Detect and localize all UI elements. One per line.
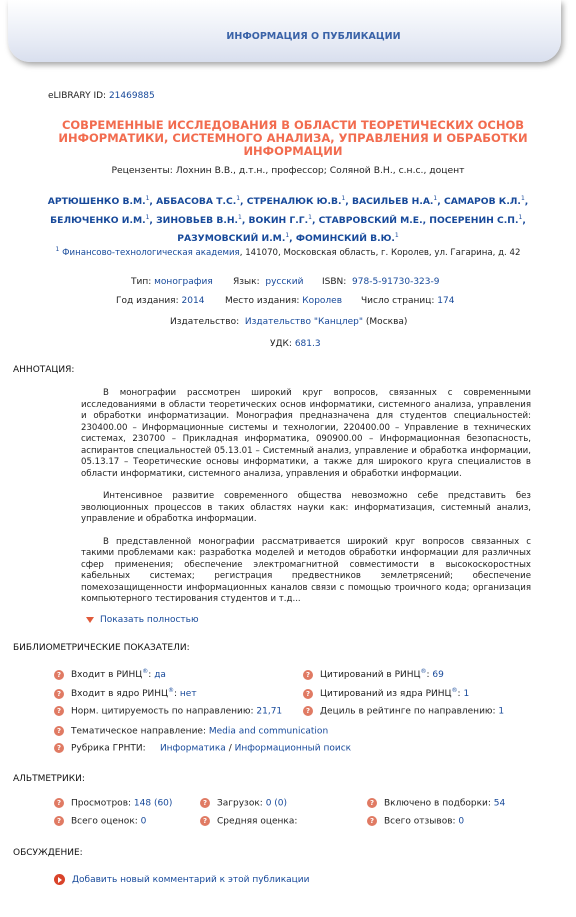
help-icon[interactable]: ? [54,706,64,716]
year-field: Год издания: 2014 [116,296,205,306]
show-full-link[interactable]: Показать полностью [86,615,199,625]
elibrary-id: eLIBRARY ID: 21469885 [48,91,155,101]
authors-list: АРТЮШЕНКО В.М.$^1$, АББАСОВА Т.С.$^1$, СТРЕНАЛЮК Ю.В.$^1$, ВАСИЛЬЕВ Н.А.$^1$, САМАРОВ К.Л.$^1$, БЕЛЮЧЕНКО И.М.$^1$, ЗИНОВЬЕВ В.Н.$^1$, ВОКИН Г.Г.$^1$, СТАВРОВСКИЙ М.Е., ПОСЕРЕНИН С.П.$^1$, РАЗУМОВСКИЙ И.М.$^1$, ФОМИНСКИЙ В.Ю.$^1$ [47,195,529,245]
grnti-indicator: ? Рубрика ГРНТИ: Информатика / Информационный поиск [54,743,351,754]
author-link[interactable]: СТРЕНАЛЮК Ю.В. [246,196,342,208]
isbn-field: ISBN: 978-5-91730-323-9 [322,277,440,287]
grnti-link[interactable]: Информатика [159,743,226,754]
type-field: Тип: монография [131,277,213,287]
place-field: Место издания: Королев [225,296,343,306]
author-link[interactable]: СТАВРОВСКИЙ М.Е. [318,214,423,226]
citations-indicator: ? Цитирований в РИНЦ®: 69 [303,668,444,680]
avg-rating-indicator: ? Средняя оценка: [200,816,297,827]
help-icon[interactable]: ? [200,816,210,826]
help-icon[interactable]: ? [54,743,64,753]
grnti-link[interactable]: Информационный поиск [234,743,352,754]
thematic-indicator: ? Тематическое направление: Media and communication [54,726,328,737]
collections-link[interactable]: 54 [493,798,506,809]
help-icon[interactable]: ? [54,726,64,736]
place-link[interactable]: Королев [302,296,343,306]
rinc-core-indicator: ? Входит в ядро РИНЦ®: нет [54,687,197,699]
rinc-indicator: ? Входит в РИНЦ®: да [54,668,166,680]
year-link[interactable]: 2014 [181,296,205,306]
publication-title: СОВРЕМЕННЫЕ ИССЛЕДОВАНИЯ В ОБЛАСТИ ТЕОРЕТИЧЕСКИХ ОСНОВ ИНФОРМАТИКИ, СИСТЕМНОГО АНАЛИЗА, УПРАВЛЕНИЯ И ОБРАБОТКИ ИНФОРМАЦИИ [58,118,528,158]
downloads-indicator: ? Загрузок: 0 (0) [200,798,287,809]
help-icon[interactable]: ? [303,689,313,699]
help-icon[interactable]: ? [200,798,210,808]
thematic-link[interactable]: Media and communication [208,726,329,737]
type-link[interactable]: монография [154,277,213,287]
views-indicator: ? Просмотров: 148 (60) [54,798,172,809]
expand-triangle-icon [86,617,94,623]
help-icon[interactable]: ? [54,689,64,699]
affiliation: $^1$ Финансово-технологическая академия, 141070, Московская область, г. Королев, ул. Гагарина, д. 42 [55,246,521,258]
annotation-text [81,388,531,617]
pages-field: Число страниц: 174 [361,296,455,306]
author-link[interactable]: ВОКИН Г.Г. [248,214,309,226]
publisher-field: Издательство: Издательство "Канцлер" (Москва) [170,317,408,327]
page-header [8,0,561,62]
author-link[interactable]: АРТЮШЕНКО В.М. [47,196,146,208]
core-citations-link[interactable]: 1 [463,689,470,699]
author-link[interactable]: ВАСИЛЬЕВ Н.А. [351,196,434,208]
udk-field: УДК: 681.3 [270,339,321,349]
author-link[interactable]: ЗИНОВЬЕВ В.Н. [156,214,238,226]
elibrary-id-link[interactable]: 21469885 [108,91,155,101]
author-link[interactable]: САМАРОВ К.Л. [443,196,521,208]
collections-indicator: ? Включено в подборки: 54 [367,798,505,809]
add-comment-icon[interactable] [54,874,65,885]
author-link[interactable]: БЕЛЮЧЕНКО И.М. [50,214,146,226]
help-icon[interactable]: ? [367,798,377,808]
ratings-indicator: ? Всего оценок: 0 [54,816,146,827]
publisher-link[interactable]: Издательство "Канцлер" [244,317,364,327]
add-comment-row[interactable] [54,874,309,885]
bibliometrics-heading: БИБЛИОМЕТРИЧЕСКИЕ ПОКАЗАТЕЛИ: [13,643,190,653]
reviewers: Рецензенты: Лохнин В.В., д.т.н., профессор; Соляной В.Н., с.н.с., доцент [111,165,465,176]
language-field: Язык: русский [233,277,304,287]
author-link[interactable]: ПОСЕРЕНИН С.П. [429,214,519,226]
help-icon[interactable]: ? [303,670,313,680]
citations-link[interactable]: 69 [432,670,444,680]
help-icon[interactable]: ? [367,816,377,826]
core-citations-indicator: ? Цитирований из ядра РИНЦ®: 1 [303,687,469,699]
discussion-heading: ОБСУЖДЕНИЕ: [13,848,83,858]
header-title: ИНФОРМАЦИЯ О ПУБЛИКАЦИИ [226,31,401,42]
decile-indicator: ? Дециль в рейтинге по направлению: 1 [303,706,504,717]
reviews-indicator: ? Всего отзывов: 0 [367,816,464,827]
author-link[interactable]: АББАСОВА Т.С. [156,196,237,208]
author-link[interactable]: ФОМИНСКИЙ В.Ю. [295,233,395,245]
norm-citation-indicator: ? Норм. цитируемость по направлению: 21,71 [54,706,282,717]
annotation-paragraph: В монографии рассмотрен широкий круг вопросов, связанных с современными исследованиями в области теоретических основ информатики, системного анализа, управления и обработки информатизации. Монография предназначена для студентов специальностей: 230400.00 – Информационные системы и технологии, 220400.00 – Управление в технических системах, 230700 – Прикладная информатика, 090900.00 – Информационная безопасность, аспирантов специальностей 05.13.01 – Системный анализ, управление и обработка информации, 05.13.17 – Теоретические основы информатики, а также для широкого круга специалистов в области информатики, системного анализа, управления и обработки информации. [81,388,531,479]
affiliation-link[interactable]: Финансово-технологическая академия [62,247,240,258]
altmetrics-heading: АЛЬТМЕТРИКИ: [13,774,85,784]
annotation-heading: АННОТАЦИЯ: [13,365,75,375]
annotation-paragraph: Интенсивное развитие современного общества невозможно себе представить без эволюционных процессов в таких областях науки как: информатизация, системный анализ, управление и обработка информации. [81,491,531,524]
language-link[interactable]: русский [265,277,304,287]
help-icon[interactable]: ? [54,670,64,680]
annotation-paragraph: В представленной монографии рассматривается широкий круг вопросов связанных с такими проблемами как: разработка моделей и методов обработки информации для различных сфер применения; обеспечение электромагнитной совместимости в высокоскоростных кабельных системах; регистрация предвестников землетрясений; обеспечение помехозащищенности информационных каналов связи с помощью троичного кода; организация компьютерного тестирования студентов и т.д... [81,536,531,604]
help-icon[interactable]: ? [54,816,64,826]
author-link[interactable]: РАЗУМОВСКИЙ И.М. [177,233,286,245]
help-icon[interactable]: ? [303,706,313,716]
add-comment-link[interactable]: Добавить новый комментарий к этой публикации [72,875,310,885]
help-icon[interactable]: ? [54,798,64,808]
